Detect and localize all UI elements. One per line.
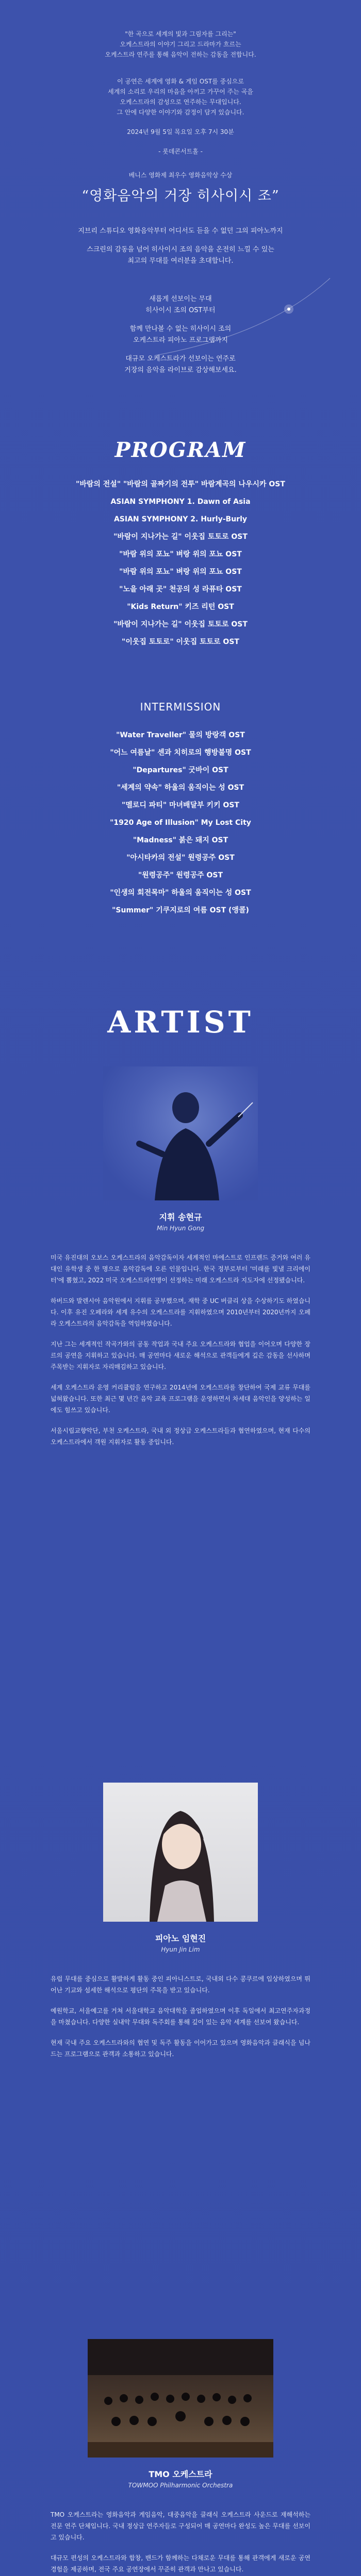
program-item: "바람이 지나가는 길" 이웃집 토토로 OST <box>113 620 248 629</box>
lead-line: 오케스트라 피아노 프로그램까지 <box>133 336 228 344</box>
intermission-section <box>0 701 361 919</box>
intermission-item: "Departures" 굿바이 OST <box>133 766 228 774</box>
program-heading: PROGRAM <box>114 438 247 462</box>
conductor-silhouette-icon <box>103 1066 258 1200</box>
program-item: "Kids Return" 키즈 리턴 OST <box>127 603 234 611</box>
program-item: ASIAN SYMPHONY 1. Dawn of Asia <box>110 498 251 506</box>
pianist-bio <box>51 1973 310 2069</box>
program-item: "바람의 전설" "바람의 골짜기의 전투" 바람계곡의 나우시카 OST <box>76 480 285 488</box>
intro-line: 오케스트라 연주를 통해 음악이 전하는 감동을 전합니다. <box>105 51 256 58</box>
intermission-item: "1920 Age of Illusion" My Lost City <box>110 819 251 827</box>
program-item: "노을 아래 곳" 천공의 성 라퓨타 OST <box>119 585 242 594</box>
concert-date: 2024년 9월 5일 목요일 오후 7시 30분 <box>127 128 234 135</box>
bio-paragraph: 지난 그는 세계적인 작곡가와의 공동 작업과 국내 주요 오케스트라와 협업을 이어오며 다양한 장르의 공연을 지휘하고 있습니다. 매 공연마다 새로운 해석으로 관객들에게 깊은 감동을 선사하며 주목받는 지휘자로 자리매김하고 있습니다. <box>51 1341 310 1370</box>
intro-mid <box>0 76 361 117</box>
lead-line: 히사이시 조의 OST부터 <box>145 307 216 314</box>
program-item: "바람이 지나가는 길" 이웃집 토토로 OST <box>113 533 248 541</box>
concert-venue: - 롯데콘서트홀 - <box>158 148 203 155</box>
intro-line: 세계의 소리로 우리의 마음을 아끼고 가꾸어 주는 곡을 <box>108 88 253 95</box>
lead-line <box>0 316 361 324</box>
lead-line: 스크린의 감동을 넘어 히사이시 조의 음악을 온전히 느낄 수 있는 <box>87 246 274 253</box>
lead-line: 대규모 오케스트라가 선보이는 연주로 <box>125 355 236 363</box>
conductor-name-en: Min Hyun Gong <box>156 1225 205 1232</box>
intro-top <box>0 29 361 60</box>
program-item: "바람 위의 포뇨" 벼랑 위의 포뇨 OST <box>119 550 242 558</box>
bio-paragraph: 유럽 무대를 중심으로 활발하게 활동 중인 피아니스트로, 국내외 다수 콩쿠르에 입상하였으며 뛰어난 기교와 섬세한 해석으로 평단의 주목을 받고 있습니다. <box>51 1975 310 1994</box>
headline-pre: 베니스 영화제 최우수 영화음악상 수상 <box>128 172 233 179</box>
bio-paragraph: 서울시립교향악단, 부천 오케스트라, 국내 외 정상급 오케스트라들과 협연하였으며, 현재 다수의 오케스트라에서 객원 지휘자로 활동 중입니다. <box>51 1427 310 1446</box>
orchestra-stage-icon <box>88 2339 273 2458</box>
lead-line: 최고의 무대를 여러분을 초대합니다. <box>127 257 234 265</box>
bio-paragraph: 현재 국내 주요 오케스트라와의 협연 및 독주 활동을 이어가고 있으며 영화음악과 클래식을 넘나드는 프로그램으로 관객과 소통하고 있습니다. <box>51 2039 310 2058</box>
lead-line <box>0 237 361 244</box>
pianist-caption <box>0 1932 361 1953</box>
conductor-caption <box>0 1211 361 1232</box>
headline <box>0 170 361 205</box>
pianist-name: 피아노 임현진 <box>155 1934 206 1943</box>
intermission-item: "원령공주" 원령공주 OST <box>138 871 223 879</box>
pianist-name-en: Hyun Jin Lim <box>161 1946 200 1953</box>
intermission-item: "Summer" 기쿠지로의 여름 OST (앵콜) <box>112 906 249 914</box>
intermission-item: "세계의 약속" 하울의 움직이는 성 OST <box>117 784 244 792</box>
artist-heading: ARTIST <box>107 1005 254 1040</box>
intermission-item: "인생의 회전목마" 하울의 움직이는 성 OST <box>110 889 251 897</box>
lead-b <box>0 294 361 376</box>
lead-line: 함께 만나볼 수 없는 히사이시 조의 <box>129 325 232 333</box>
pianist-photo <box>103 1783 258 1922</box>
intro-line: 오케스트라의 감성으로 연주하는 무대입니다. <box>120 98 241 106</box>
intro-line: 그 안에 다양한 이야기와 감정이 담겨 있습니다. <box>117 109 244 116</box>
program-item: "이웃집 토토로" 이웃집 토토로 OST <box>122 638 239 646</box>
bio-paragraph: 예원학교, 서울예고를 거쳐 서울대학교 음악대학을 졸업하였으며 이후 독일에서 최고연주자과정을 마쳤습니다. 다양한 실내악 무대와 독주회를 통해 깊이 있는 음악 세계를 선보여 왔습니다. <box>51 2007 310 2026</box>
lead-line: 지브리 스튜디오 영화음악부터 어디서도 듣을 수 없던 그의 피아노까지 <box>78 227 283 235</box>
conductor-photo <box>103 1066 258 1200</box>
orchestra-bio <box>51 2509 310 2576</box>
orchestra-caption <box>0 2468 361 2489</box>
lead-line: 거장의 음악을 라이브로 감상해보세요. <box>124 366 237 374</box>
orchestra-name-en: TOWMOO Philharmonic Orchestra <box>128 2482 233 2489</box>
orchestra-name: TMO 오케스트라 <box>149 2469 212 2479</box>
conductor-name: 지휘 송현규 <box>159 1212 202 1222</box>
intro-line: 오케스트라의 이야기 그리고 드라마가 흐르는 <box>120 41 241 48</box>
lead-line <box>0 346 361 353</box>
intro-date <box>0 127 361 137</box>
intermission-item: "어느 여름날" 센과 치히로의 행방불명 OST <box>110 749 251 757</box>
intermission-item: "아시타카의 전설" 원령공주 OST <box>126 854 235 862</box>
program-item: "바람 위의 포뇨" 벼랑 위의 포뇨 OST <box>119 568 242 576</box>
intermission-item: "Water Traveller" 물의 방랑객 OST <box>116 731 245 739</box>
orchestra-photo <box>88 2339 273 2458</box>
artist-section-heading <box>0 1005 361 1040</box>
bio-paragraph: 세계 오케스트라 운영 커리큘럼을 연구하고 2014년에 오케스트라를 창단하여 국제 교류 무대를 넓혀왔습니다. 또한 최근 몇 년간 음악 교육 프로그램을 운영하면서 차세대 음악인을 양성하는 일에도 힘쓰고 있습니다. <box>51 1384 310 1414</box>
headline-title: “영화음악의 거장 히사이시 조” <box>81 188 280 204</box>
lead-line: 새롭게 선보이는 무대 <box>149 295 212 303</box>
program-item: ASIAN SYMPHONY 2. Hurly-Burly <box>113 515 248 523</box>
intermission-heading: INTERMISSION <box>140 701 221 713</box>
intro-line: 이 공연은 세계에 영화 & 게임 OST를 중심으로 <box>117 78 244 85</box>
pianist-portrait-icon <box>103 1783 258 1922</box>
bio-paragraph: 하버드와 발렌시아 음악원에서 지휘를 공부했으며, 재학 중 UC 버클리 상을 수상하기도 하였습니다. 이후 유진 오페라와 세계 유수의 오케스트라를 지휘하였으며 2010년부터 2020년까지 오페라 오케스트라의 음악감독을 역임하였습니다. <box>51 1297 310 1327</box>
bio-paragraph: 대규모 편성의 오케스트라와 합창, 밴드가 함께하는 다채로운 무대를 통해 관객에게 새로운 공연 경험을 제공하며, 전국 주요 공연장에서 꾸준히 관객과 만나고 있습니다. <box>51 2554 310 2573</box>
intro-line: "한 곡으로 세계의 빛과 그림자를 그리는" <box>125 30 236 38</box>
conductor-bio <box>51 1252 310 1457</box>
intermission-item: "Madness" 붉은 돼지 OST <box>133 836 228 844</box>
intermission-item: "멜로디 파티" 마녀배달부 키키 OST <box>122 801 239 809</box>
intro-venue <box>0 146 361 157</box>
program-section <box>0 438 361 651</box>
bio-paragraph: TMO 오케스트라는 영화음악과 게임음악, 대중음악을 클래식 오케스트라 사운드로 재해석하는 전문 연주 단체입니다. 국내 정상급 연주자들로 구성되어 매 공연마다 완성도 높은 무대를 선보이고 있습니다. <box>51 2511 310 2541</box>
bio-paragraph: 미국 유진대의 오보스 오케스트라의 음악감독이자 세계적인 마에스트로 인프렌드 증거와 여러 유대인 유학생 중 한 명으로 음악감독에 오른 인물입니다. 한국 정부로부터 '미래를 빛낼 크리에이터'에 뽑혔고, 2022 미국 오케스트라연맹이 선정하는 미래 오케스트라 지도자에 선정됐습니다. <box>51 1254 310 1284</box>
